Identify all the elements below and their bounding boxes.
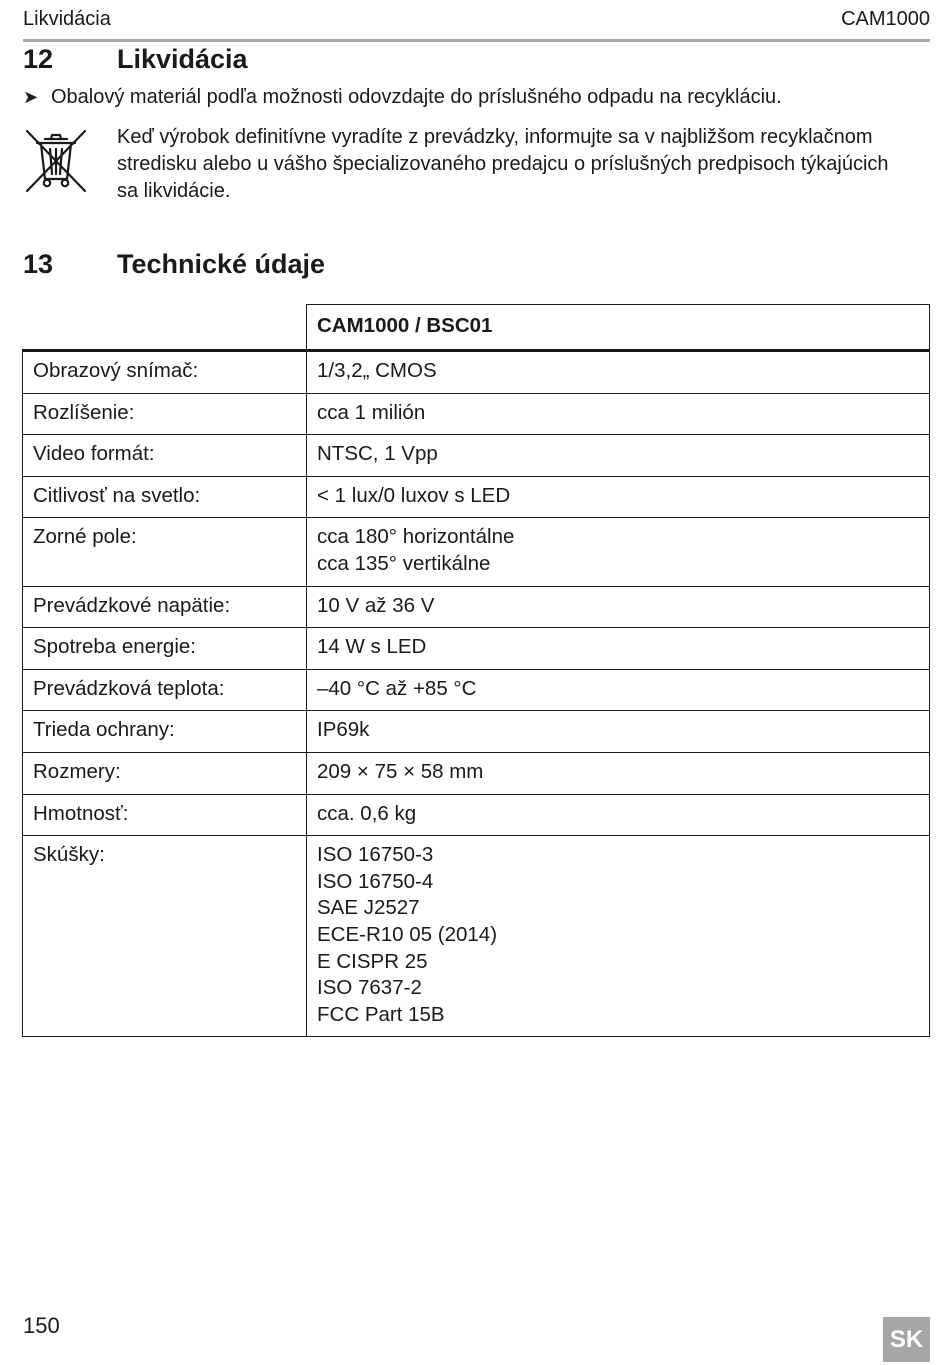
section-13-heading — [23, 249, 325, 280]
disposal-note-line: sa likvidácie. — [117, 180, 231, 202]
spec-label: Rozmery: — [23, 752, 307, 794]
table-row — [23, 711, 930, 753]
spec-value — [307, 476, 930, 518]
spec-value-line: < 1 lux/0 luxov s LED — [317, 483, 511, 507]
spec-value-line: cca 180° horizontálne — [317, 525, 515, 549]
packaging-text: Obalový materiál podľa možnosti odovzdajte do príslušného odpadu na recykláciu. — [51, 86, 782, 108]
spec-label: Rozlíšenie: — [23, 393, 307, 435]
table-row — [23, 393, 930, 435]
spec-value — [307, 586, 930, 628]
spec-value — [307, 794, 930, 836]
spec-value-line: ISO 7637-2 — [317, 976, 422, 1000]
spec-value-line: ISO 16750-3 — [317, 843, 434, 867]
model-header-cell: CAM1000 / BSC01 — [307, 305, 930, 351]
spec-label: Video formát: — [23, 435, 307, 477]
language-badge: SK — [883, 1317, 930, 1362]
spec-label: Hmotnosť: — [23, 794, 307, 836]
spec-value-line: cca 1 milión — [317, 400, 426, 424]
spec-value-line: 1/3,2„ CMOS — [317, 359, 437, 382]
section-13-title: Technické údaje — [117, 249, 326, 279]
spec-value — [307, 393, 930, 435]
spec-value-line: 14 W s LED — [317, 635, 427, 659]
packaging-bullet — [23, 86, 782, 109]
spec-label: Spotreba energie: — [23, 628, 307, 670]
spec-label: Obrazový snímač: — [23, 351, 307, 394]
spec-label: Skúšky: — [23, 836, 307, 1037]
section-12-title: Likvidácia — [117, 44, 248, 74]
spec-value-line: cca. 0,6 kg — [317, 801, 417, 825]
spec-value — [307, 836, 930, 1037]
section-13-number: 13 — [23, 249, 54, 279]
spec-label: Prevádzkové napätie: — [23, 586, 307, 628]
spec-value-line: ECE-R10 05 (2014) — [317, 922, 498, 946]
spec-value-line: ISO 16750-4 — [317, 869, 434, 893]
spec-value-line: cca 135° vertikálne — [317, 551, 491, 575]
table-row — [23, 628, 930, 670]
spec-label: Prevádzková teplota: — [23, 669, 307, 711]
disposal-note-line: Keď výrobok definitívne vyradíte z prevádzky, informujte sa v najbližšom recyklačnom — [117, 126, 873, 148]
spec-value — [307, 518, 930, 586]
spec-label: Zorné pole: — [23, 518, 307, 586]
table-row — [23, 752, 930, 794]
section-12-number: 12 — [23, 44, 54, 74]
crossed-out-bin-icon — [23, 127, 89, 195]
disposal-note — [117, 124, 932, 205]
table-row — [23, 518, 930, 586]
spec-value-line: –40 °C až +85 °C — [317, 676, 477, 700]
spec-value-line: IP69k — [317, 718, 370, 742]
table-header-row — [23, 305, 930, 351]
spec-value-line: 10 V až 36 V — [317, 593, 435, 617]
spec-value — [307, 711, 930, 753]
page-header — [23, 8, 930, 42]
header-model: CAM1000 — [841, 8, 930, 30]
technical-specs-table — [22, 304, 930, 1037]
spec-value — [307, 435, 930, 477]
table-row — [23, 586, 930, 628]
spec-value-line: SAE J2527 — [317, 896, 420, 920]
page-number: 150 — [23, 1313, 60, 1338]
spec-value-line: NTSC, 1 Vpp — [317, 442, 438, 466]
spec-value — [307, 669, 930, 711]
spec-label: Citlivosť na svetlo: — [23, 476, 307, 518]
table-row — [23, 794, 930, 836]
section-12-heading — [23, 44, 248, 75]
spec-value — [307, 351, 930, 394]
spec-value — [307, 752, 930, 794]
table-row — [23, 351, 930, 394]
arrow-bullet-icon: ➤ — [23, 87, 39, 107]
spec-value — [307, 628, 930, 670]
table-row — [23, 435, 930, 477]
table-row — [23, 669, 930, 711]
spec-value-line: E CISPR 25 — [317, 949, 428, 973]
table-row — [23, 476, 930, 518]
header-chapter: Likvidácia — [23, 8, 111, 30]
spec-value-line: 209 × 75 × 58 mm — [317, 759, 484, 783]
spec-label: Trieda ochrany: — [23, 711, 307, 753]
spec-value-line: FCC Part 15B — [317, 1002, 445, 1026]
table-row — [23, 836, 930, 1037]
disposal-note-line: stredisku alebo u vášho špecializovaného predajcu o príslušných predpisoch týkajúcich — [117, 153, 889, 175]
header-empty-cell — [23, 305, 307, 351]
